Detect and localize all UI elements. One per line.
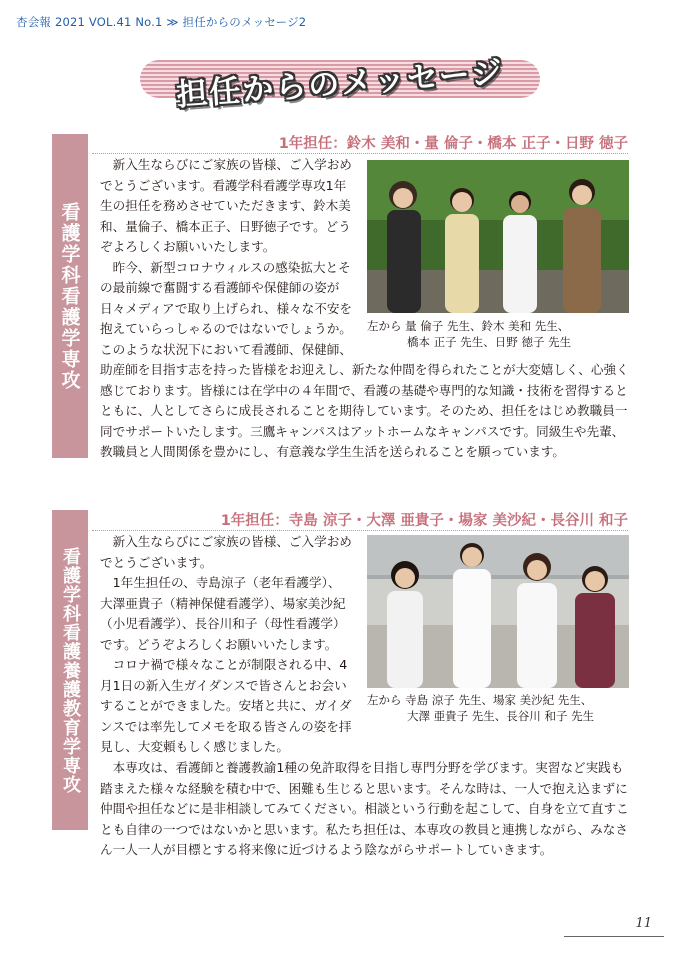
group-photo-teachers-1 — [367, 160, 629, 313]
section1-photo — [367, 160, 629, 313]
section2-caption-line2: 大澤 亜貴子 先生、長谷川 和子 先生 — [407, 709, 595, 723]
section1-caption-line1: 左から 量 倫子 先生、鈴木 美和 先生、 — [367, 319, 570, 333]
section1-photo-caption — [367, 318, 571, 350]
running-header: 杏会報 2021 VOL.41 No.1 ≫ 担任からのメッセージ2 — [16, 15, 307, 29]
title-banner — [140, 54, 540, 114]
section2-paragraph: 1年生担任の、寺島涼子（老年看護学）、大澤亜貴子（精神保健看護学）、場家美沙紀（小児看護学）、長谷川和子（母性看護学）です。どうぞよろしくお願いいたします。 — [100, 575, 346, 652]
page-number-rule — [564, 936, 664, 937]
section2-photo — [367, 535, 629, 688]
section1-label: 看護学科看護学専攻 — [58, 201, 81, 391]
section2-body-full — [100, 758, 630, 861]
section2-teachers: 1年担任：寺島 涼子・大澤 亜貴子・場家 美沙紀・長谷川 和子 — [220, 513, 628, 529]
section2-body-column — [100, 532, 353, 758]
section2-caption-line1: 左から 寺島 涼子 先生、場家 美沙紀 先生、 — [367, 693, 593, 707]
section2-label-bar — [52, 510, 88, 830]
page-title: 担任からのメッセージ — [175, 54, 506, 114]
section1-body-column — [100, 155, 353, 360]
section2-photo-caption — [367, 692, 594, 724]
section1-paragraph-cont: 助産師を目指す志を持った皆様をお迎えし、新たな仲間を得られたことが大変嬉しく、心強く感じております。皆様には在学中の４年間で、看護の基礎や専門的な知識・技術を習得するとともに、人としてさらに成長されることを期待しています。そのため、担任をはじめ教職員一同でサポートいたします。三鷹キャンパスはアットホームなキャンパスです。同級生や先輩、教職員と人間関係を豊かにし、有意義な学生生活を送られることを願っています。 — [100, 362, 629, 459]
section1-paragraph: 昨今、新型コロナウィルスの感染拡大とその最前線で奮闘する看護師や保健師の姿が日々メディアで取り上げられ、様々な不安を抱えていらっしゃるのではないでしょうか。このような状況下において看護師、保健師、 — [100, 259, 353, 357]
section1-body-full — [100, 360, 630, 463]
section1-teachers: 1年担任：鈴木 美和・量 倫子・橋本 正子・日野 徳子 — [278, 136, 628, 152]
section2-paragraph: 新入生ならびにご家族の皆様、ご入学おめでとうございます。 — [100, 534, 352, 570]
section2-paragraph-cont: 本専攻は、看護師と養護教諭1種の免許取得を目指し専門分野を学びます。実習など実践も踏まえた様々な経験を積む中で、困難も生じると思います。そんな時は、一人で抱え込まずに仲間や担任などに是非相談してみてください。相談という行動を起こして、自身を立て直すことも自律の一つではないかと思います。私たち担任は、本専攻の教員と連携しながら、みなさん一人一人が目標とする将来像に近づけるよう陰ながらサポートしていきます。 — [100, 760, 629, 857]
section2-paragraph: コロナ禍で様々なことが制限される中、4月1日の新入生ガイダンスで皆さんとお会いすることができました。安堵と共に、ガイダンスでは率先してメモを取る皆さんの姿を拝見し、大変頼もしく感じました。 — [100, 657, 352, 754]
section1-label-bar — [52, 134, 88, 458]
group-photo-teachers-2 — [367, 535, 629, 688]
section1-paragraph: 新入生ならびにご家族の皆様、ご入学おめでとうございます。看護学科看護学専攻1年生の担任を務めさせていただきます、鈴木美和、量倫子、橋本正子、日野徳子です。どうぞよろしくお願いいたします。 — [100, 157, 352, 254]
page-number: 11 — [635, 916, 652, 931]
section1-caption-line2: 橋本 正子 先生、日野 徳子 先生 — [407, 335, 572, 349]
section2-label: 看護学科看護養護教育学専攻 — [60, 546, 81, 794]
